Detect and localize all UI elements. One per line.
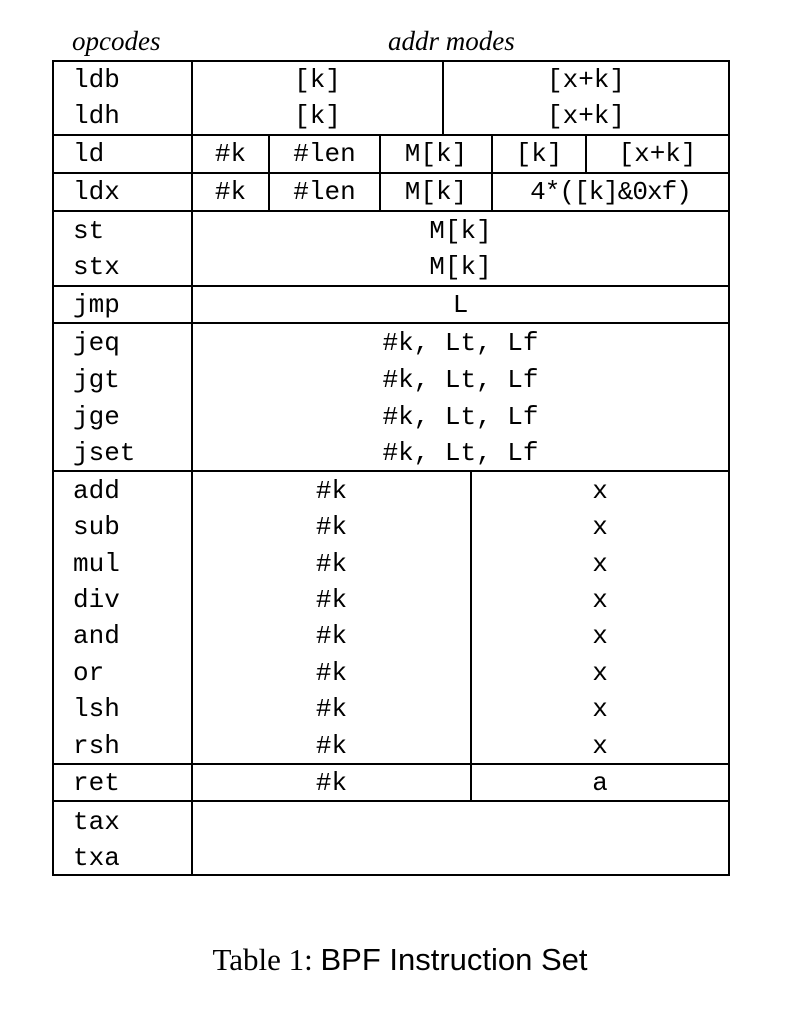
- addr-mode-cell: x: [592, 585, 608, 615]
- opcode-and: and: [73, 621, 120, 651]
- addr-mode-cell: M[k]: [429, 252, 492, 282]
- addr-mode-cell: [k]: [294, 101, 341, 131]
- opcode-column: [54, 472, 193, 763]
- addr-mode-cell: [k]: [515, 139, 563, 169]
- opcode-ldb: ldb: [73, 65, 120, 95]
- addr-mode-cell: #k, Lt, Lf: [382, 328, 539, 358]
- addr-mode-cell: #k: [315, 731, 348, 761]
- group-conditional-jump: [52, 322, 730, 472]
- addr-mode-cell: #k: [315, 658, 348, 688]
- addr-mode-cell: x: [592, 621, 608, 651]
- addr-mode-cell: x: [592, 694, 608, 724]
- table-caption: [0, 940, 800, 980]
- addr-mode-cell: #k: [315, 768, 348, 798]
- addr-mode-cell: x: [592, 658, 608, 688]
- addr-mode-cell: x: [592, 731, 608, 761]
- addr-mode-cell: #k, Lt, Lf: [382, 402, 539, 432]
- group-store: [52, 210, 730, 287]
- opcode-ld: ld: [73, 139, 105, 169]
- opcode-column: [54, 62, 193, 134]
- opcode-column: [54, 136, 193, 172]
- addr-mode-cell: #k: [315, 585, 348, 615]
- opcode-st: st: [73, 216, 105, 246]
- opcode-stx: stx: [73, 252, 120, 282]
- addr-modes-header: addr modes: [388, 26, 515, 56]
- addr-mode-cell: M[k]: [429, 216, 492, 246]
- caption-label: Table 1:: [212, 942, 313, 977]
- addr-mode-cell: #k, Lt, Lf: [382, 438, 539, 468]
- opcode-jset: jset: [73, 438, 136, 468]
- opcode-mul: mul: [73, 549, 120, 579]
- group-return: [52, 763, 730, 802]
- group-load-index: [52, 172, 730, 212]
- addr-mode-cell: #k: [315, 549, 348, 579]
- addr-mode-cell: #k: [315, 512, 348, 542]
- addr-mode-cell: #len: [293, 177, 356, 207]
- addr-mode-cell: a: [592, 768, 608, 798]
- opcode-txa: txa: [73, 843, 120, 873]
- group-alu: [52, 470, 730, 765]
- addr-mode-cell: x: [592, 476, 608, 506]
- opcode-rsh: rsh: [73, 731, 120, 761]
- opcode-add: add: [73, 476, 120, 506]
- opcode-column: [54, 212, 193, 285]
- opcode-jmp: jmp: [73, 290, 120, 320]
- addr-mode-cell: [x+k]: [546, 65, 625, 95]
- addr-mode-cell: x: [592, 549, 608, 579]
- addr-mode-cell: [k]: [294, 65, 341, 95]
- opcode-div: div: [73, 585, 120, 615]
- addr-mode-cell: #k, Lt, Lf: [382, 365, 539, 395]
- opcode-sub: sub: [73, 512, 120, 542]
- opcodes-header: opcodes: [72, 26, 161, 56]
- addr-mode-cell: [x+k]: [546, 101, 625, 131]
- opcode-ldh: ldh: [73, 101, 120, 131]
- opcode-lsh: lsh: [73, 694, 120, 724]
- addr-mode-cell: 4*([k]&0xf): [530, 177, 691, 207]
- opcode-column: [54, 174, 193, 210]
- opcode-ret: ret: [73, 768, 120, 798]
- opcode-column: [54, 287, 193, 322]
- addr-mode-cell: #k: [214, 177, 247, 207]
- group-load-byte-half: [52, 60, 730, 136]
- addr-mode-cell: #len: [293, 139, 356, 169]
- opcode-jeq: jeq: [73, 328, 120, 358]
- opcode-jgt: jgt: [73, 365, 120, 395]
- addr-mode-cell: #k: [315, 476, 348, 506]
- opcode-column: [54, 765, 193, 800]
- addr-mode-cell: L: [452, 290, 469, 320]
- opcode-column: [54, 324, 193, 470]
- addr-mode-cell: #k: [315, 621, 348, 651]
- addr-mode-cell: M[k]: [404, 139, 468, 169]
- addr-mode-cell: #k: [214, 139, 247, 169]
- opcode-jge: jge: [73, 402, 120, 432]
- opcode-ldx: ldx: [73, 177, 120, 207]
- addr-mode-cell: M[k]: [404, 177, 468, 207]
- opcode-tax: tax: [73, 807, 120, 837]
- group-jump: [52, 285, 730, 324]
- addr-mode-cell: [x+k]: [618, 139, 697, 169]
- opcode-or: or: [73, 658, 105, 688]
- group-misc: [52, 800, 730, 876]
- caption-title: BPF Instruction Set: [320, 942, 588, 977]
- opcode-column: [54, 802, 193, 874]
- addr-mode-cell: x: [592, 512, 608, 542]
- group-load-word: [52, 134, 730, 174]
- addr-mode-cell: #k: [315, 694, 348, 724]
